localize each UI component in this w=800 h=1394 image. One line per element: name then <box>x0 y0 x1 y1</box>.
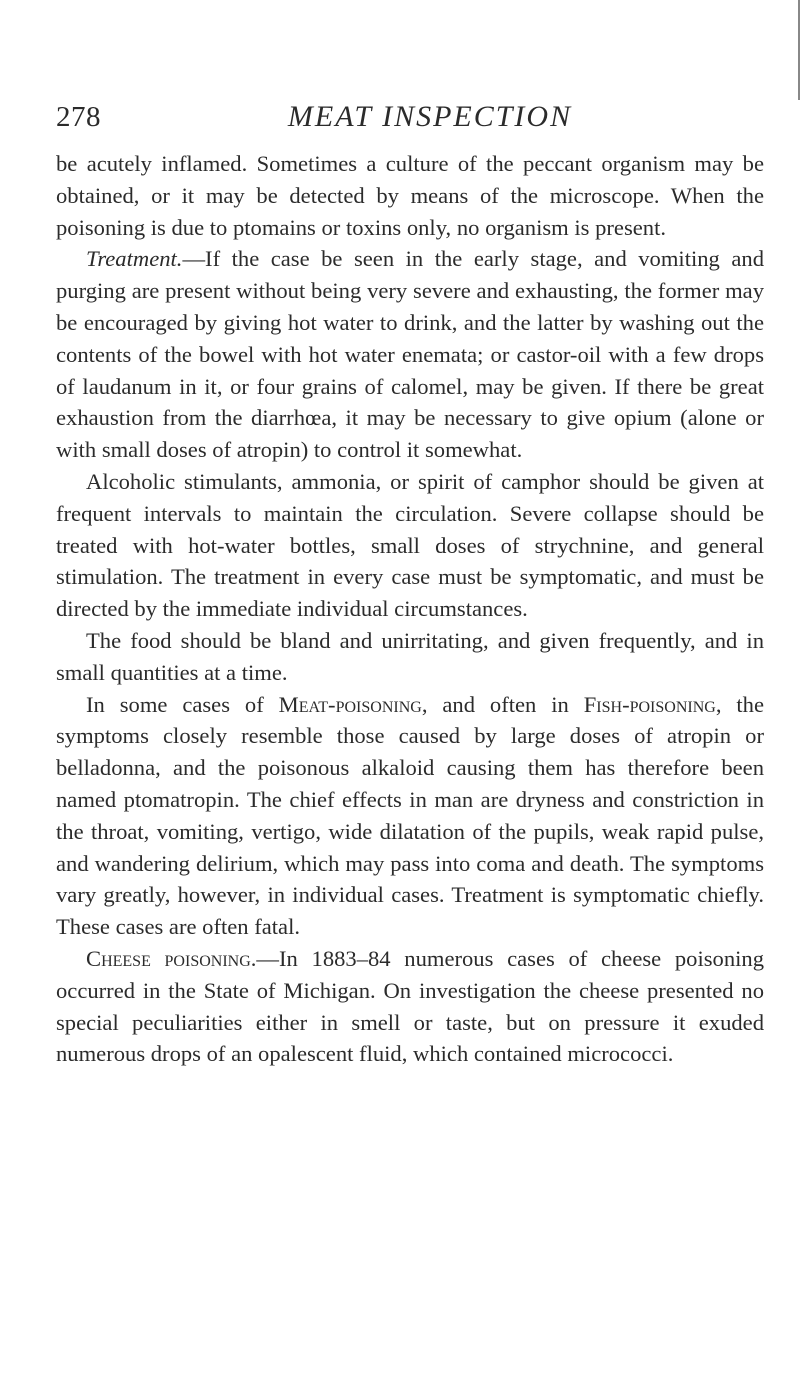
paragraph-food <box>56 625 764 689</box>
paragraph-meat-poisoning <box>56 689 764 943</box>
paragraph-stimulants <box>56 466 764 625</box>
page-number: 278 <box>56 101 101 133</box>
paragraph-treatment <box>56 243 764 466</box>
paragraph-text: , the symptoms closely resemble those caused by large doses of atropin or belladonna, and the poisonous alkaloid causing them has therefore been named ptomatropin. The chief effects in man are dryness and constriction in the throat, vomiting, vertigo, wide dilatation of the pupils, weak rapid pulse, and wandering delirium, which may pass into coma and death. The symptoms vary greatly, however, in individual cases. Treatment is symptomatic chiefly. These cases are often fatal. <box>56 691 764 940</box>
body-text <box>56 148 764 1070</box>
fish-poisoning-term: Fish-poisoning <box>583 691 716 717</box>
meat-poisoning-term: Meat-poisoning <box>278 691 422 717</box>
running-head: MEAT INSPECTION <box>287 100 573 133</box>
paragraph-text: In some cases of <box>86 691 279 717</box>
paragraph-continuation <box>56 148 764 243</box>
paragraph-cheese-poisoning <box>56 943 764 1070</box>
paragraph-text: .—In 1883–84 numerous cases of cheese poisoning occurred in the State of Michigan. On investigation the cheese presented no special peculiarities either in smell or taste, but on pressure it exuded numerous drops of an opalescent fluid, which contained micrococci. <box>56 945 764 1067</box>
paragraph-text: —If the case be seen in the early stage, and vomiting and purging are present without being very severe and exhausting, the former may be encouraged by giving hot water to drink, and the latter by washing out the contents of the bowel with hot water enemata; or castor-oil with a few drops of laudanum in it, or four grains of calomel, may be given. If there be great exhaustion from the diarrhœa, it may be necessary to give opium (alone or with small doses of atropin) to control it somewhat. <box>56 246 764 463</box>
page-header <box>56 98 764 138</box>
paragraph-text: , and often in <box>421 691 584 717</box>
cheese-poisoning-heading: Cheese poisoning <box>86 945 251 971</box>
paragraph-text: The food should be bland and unirritating, and given frequently, and in small quantities at a time. <box>56 627 764 685</box>
treatment-heading: Treatment. <box>86 246 183 272</box>
paragraph-text: be acutely inflamed. Sometimes a culture of the peccant organism may be obtained, or it may be detected by means of the microscope. When the poisoning is due to ptomains or toxins only, no organism is present. <box>56 151 764 240</box>
paragraph-text: Alcoholic stimulants, ammonia, or spirit of camphor should be given at frequent intervals to maintain the circulation. Severe collapse should be treated with hot-water bottles, small doses of strychnine, and general stimulation. The treatment in every case must be symptomatic, and must be directed by the immediate individual circumstances. <box>56 468 764 622</box>
